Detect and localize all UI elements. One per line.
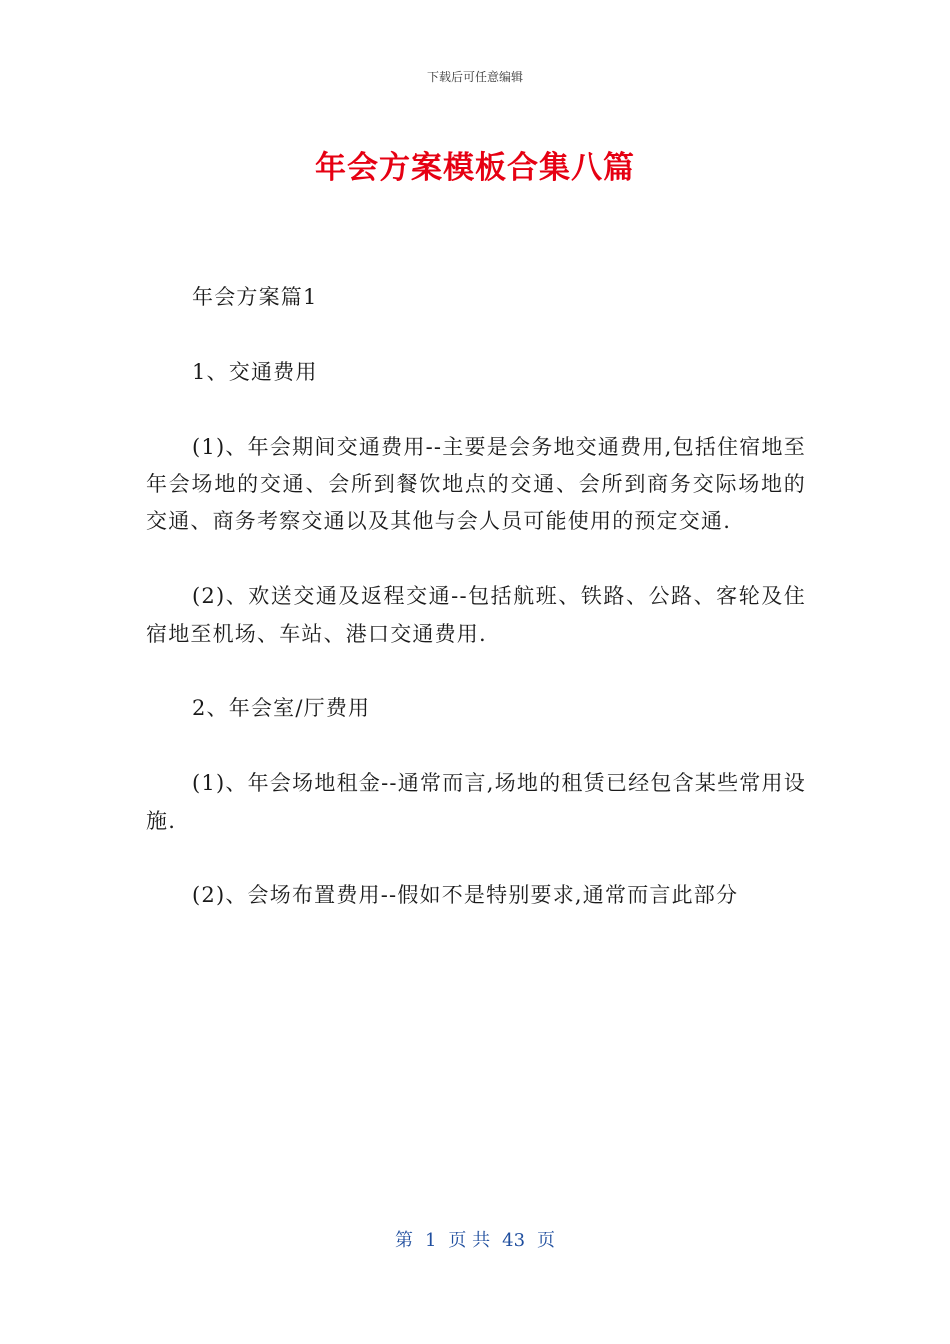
header-note: 下载后可任意编辑: [426, 70, 523, 84]
body-paragraph: (1)、年会期间交通费用--主要是会务地交通费用,包括住宿地至年会场地的交通、会所到餐饮地点的交通、会所到商务交际场地的交通、商务考察交通以及其他与会人员可能使用的预定交通.: [146, 434, 806, 534]
body-paragraph: (2)、欢送交通及返程交通--包括航班、铁路、公路、客轮及住宿地至机场、车站、港口交通费用.: [146, 584, 806, 646]
body-paragraph: (2)、会场布置费用--假如不是特别要求,通常而言此部分: [192, 883, 739, 908]
document-body: [146, 279, 806, 952]
current-page-number: 1: [424, 1230, 437, 1251]
footer-middle: 页 共: [448, 1230, 491, 1251]
section-heading: 年会方案篇1: [192, 285, 318, 309]
subsection-heading: 2、年会室/厅费用: [192, 696, 371, 721]
footer-prefix: 第: [394, 1230, 413, 1251]
page-footer: [0, 1226, 950, 1252]
document-title: 年会方案模板合集八篇: [315, 150, 635, 186]
body-paragraph: (1)、年会场地租金--通常而言,场地的租赁已经包含某些常用设施.: [146, 771, 806, 833]
footer-suffix: 页: [537, 1230, 556, 1251]
subsection-heading: 1、交通费用: [192, 359, 318, 384]
total-pages-number: 43: [502, 1230, 526, 1251]
